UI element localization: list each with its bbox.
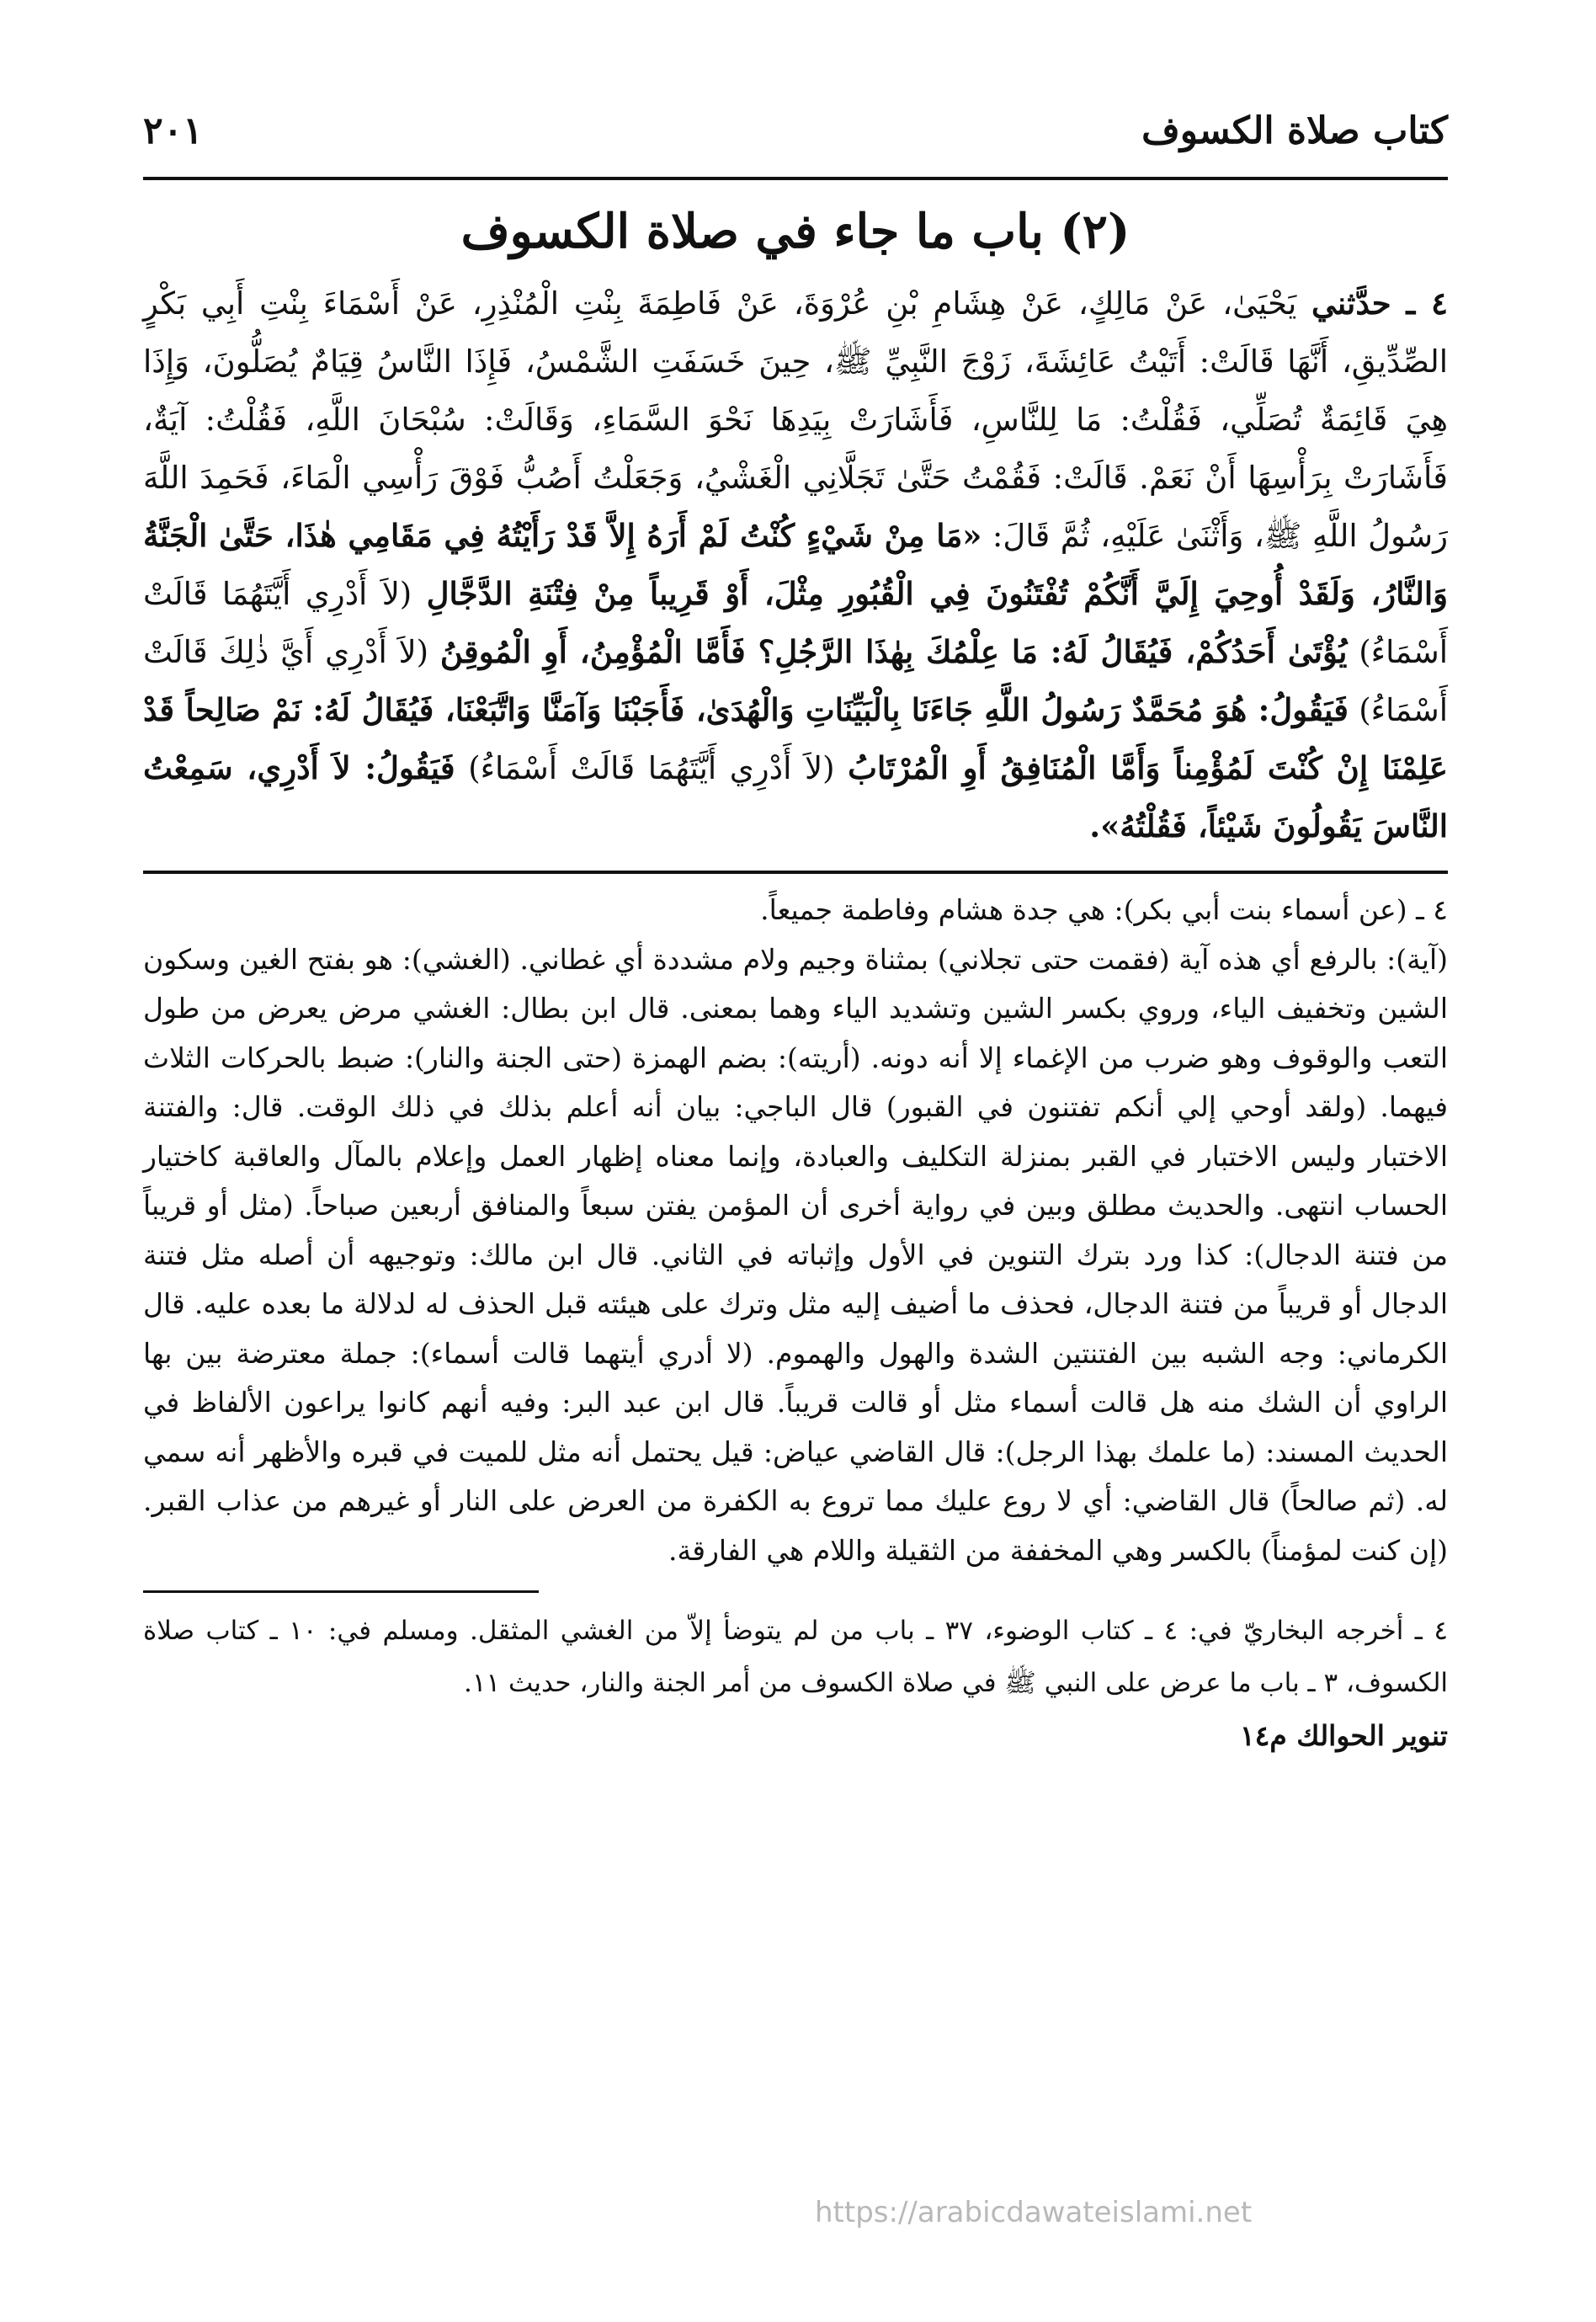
hadith-number: ٤ ـ — [1406, 285, 1448, 322]
hadith-aside-3: (لاَ أَدْرِي أَيَّتَهُمَا قَالَتْ أَسْمَاءُ) — [468, 750, 835, 786]
hadith-aside-1: (لاَ أَدْرِي أَيَّتَهُمَا قَالَتْ أَسْمَاءُ) — [143, 576, 1449, 670]
book-page — [143, 101, 1448, 1770]
footnote-divider — [143, 1590, 539, 1593]
chapter-title: (٢) باب ما جاء في صلاة الكسوف — [460, 204, 1130, 259]
hadith-matn-2: يُؤْتَىٰ أَحَدُكُمْ، فَيُقَالُ لَهُ: مَا عِلْمُكَ بِهٰذَا الرَّجُلِ؟ فَأَمَّا الْمُؤْمِنُ، أَوِ الْمُوقِنُ — [439, 633, 1348, 670]
volume-signature: تنوير الحوالك م١٤ — [1239, 1719, 1448, 1752]
hadith-opening: حدَّثني — [1311, 285, 1391, 322]
hadith-text — [143, 274, 1448, 855]
commentary-paragraph-2: (آية): بالرفع أي هذه آية (فقمت حتى تجلاني) بمثناة وجيم ولام مشددة أي غطاني. (الغشي): هو بفتح الغين وسكون الشين وتخفيف الياء، وروي بكسر الشين وتشديد الياء وهما بمعنى. قال ابن بطال: الغشي مرض يعرض من طول التعب والوقوف وهو ضرب من الإغماء إلا أنه دونه. (أريته): بضم الهمزة (حتى الجنة والنار): ضبط بالحركات الثلاث فيهما. (ولقد أوحي إلي أنكم تفتنون في القبور) قال الباجي: بيان أنه أعلم بذلك في ذلك الوقت. قال: والفتنة الاختبار وليس الاختبار في القبر بمنزلة التكليف والعبادة، وإنما معناه إظهار العمل وإعلام بالمآل والعاقبة كاختيار الحساب انتهى. والحديث مطلق وبين في رواية أخرى أن المؤمن يفتن سبعاً والمنافق أربعين صباحاً. (مثل أو قريباً من فتنة الدجال): كذا ورد بترك التنوين في الأول وإثباته في الثاني. قال ابن مالك: وتوجيهه أن أصله مثل فتنة الدجال أو قريباً من فتنة الدجال، فحذف ما أضيف إليه مثل وترك على هيئته قبل الحذف له لدلالة ما بعده عليه. قال الكرماني: وجه الشبه بين الفتنتين الشدة والهول والهموم. (لا أدري أيتهما قالت أسماء): جملة معترضة بين بها الراوي أن الشك منه هل قالت أسماء مثل أو قالت قريباً. قال ابن عبد البر: وفيه أنهم كانوا يراعون الألفاظ في الحديث المسند: (ما علمك بهذا الرجل): قال القاضي عياض: قيل يحتمل أنه مثل للميت في قبره والأظهر أنه سمي له. (ثم صالحاً) قال القاضي: أي لا روع عليك مما تروع به الكفرة من العرض على النار أو غيرهم من عذاب القبر. (إن كنت لمؤمناً) بالكسر وهي المخففة من الثقيلة واللام هي الفارقة. — [143, 942, 1448, 1567]
takhrij-footnote: ٤ ـ أخرجه البخاريّ في: ٤ ـ كتاب الوضوء، ٣٧ ـ باب من لم يتوضأ إلاّ من الغشي المثقل. ومسلم في: ١٠ ـ كتاب صلاة الكسوف، ٣ ـ باب ما عرض على النبي ﷺ في صلاة الكسوف من أمر الجنة والنار، حديث ١١. — [143, 1616, 1448, 1698]
running-header-title: كتاب صلاة الكسوف — [1141, 109, 1448, 152]
header-rule — [143, 177, 1448, 180]
hadith-matn-3: فَيَقُولُ: هُوَ مُحَمَّدٌ رَسُولُ اللَّهِ جَاءَنَا بِالْبَيِّنَاتِ وَالْهُدَىٰ، فَأَجَبْنَا وَآمَنَّا وَاتَّبَعْنَا، فَيُقَالُ لَهُ: نَمْ صَالِحاً قَدْ عَلِمْنَا إِنْ كُنْتَ لَمُؤْمِناً وَأَمَّا الْمُنَافِقُ أَوِ الْمُرْتَابُ — [143, 691, 1449, 786]
page-footer — [143, 1719, 1448, 1770]
hadith-isnad: يَحْيَىٰ، عَنْ مَالِكٍ، عَنْ هِشَامِ بْنِ عُرْوَةَ، عَنْ فَاطِمَةَ بِنْتِ الْمُنْذِرِ، عَنْ أَسْمَاءَ بِنْتِ أَبِي بَكْرٍ الصِّدِّيقِ، أَنَّهَا قَالَتْ: أَتَيْتُ عَائِشَةَ، زَوْجَ النَّبِيِّ ﷺ، حِينَ خَسَفَتِ الشَّمْسُ، فَإِذَا النَّاسُ قِيَامٌ يُصَلُّونَ، وَإِذَا هِيَ قَائِمَةٌ تُصَلِّي، فَقُلْتُ: مَا لِلنَّاسِ، فَأَشَارَتْ بِيَدِهَا نَحْوَ السَّمَاءِ، وَقَالَتْ: سُبْحَانَ اللَّهِ، فَقُلْتُ: آيَةٌ، فَأَشَارَتْ بِرَأْسِهَا أَنْ نَعَمْ. قَالَتْ: فَقُمْتُ حَتَّىٰ تَجَلَّانِي الْغَشْيُ، وَجَعَلْتُ أَصُبُّ فَوْقَ رَأْسِي الْمَاءَ، فَحَمِدَ اللَّهَ رَسُولُ اللَّهِ ﷺ، وَأَثْنَىٰ عَلَيْهِ، ثُمَّ قَالَ: — [143, 285, 1449, 554]
hadith-matn-1: «مَا مِنْ شَيْءٍ كُنْتُ لَمْ أَرَهُ إِلاَّ قَدْ رَأَيْتُهُ فِي مَقَامِي هٰذَا، حَتَّىٰ الْجَنَّةُ وَالنَّارُ، وَلَقَدْ أُوحِيَ إِلَيَّ أَنَّكُمْ تُفْتَنُونَ فِي الْقُبُورِ مِثْلَ، أَوْ قَرِيباً مِنْ فِتْنَةِ الدَّجَّالِ — [143, 517, 1449, 612]
commentary-paragraph-1: ٤ ـ (عن أسماء بنت أبي بكر): هي جدة هشام وفاطمة جميعاً. — [760, 893, 1448, 926]
commentary-divider — [143, 871, 1448, 874]
running-header — [143, 101, 1448, 168]
watermark-url: https://arabicdawateislami.net — [815, 2196, 1253, 2229]
hadith-aside-2: (لاَ أَدْرِي أَيَّ ذٰلِكَ قَالَتْ أَسْمَاءُ) — [143, 634, 1449, 728]
page-number: ٢٠١ — [143, 109, 203, 152]
hadith-matn-4: فَيَقُولُ: لاَ أَدْرِي، سَمِعْتُ النَّاسَ يَقُولُونَ شَيْئاً، فَقُلْتُهُ». — [143, 749, 1448, 844]
commentary — [143, 886, 1448, 1575]
